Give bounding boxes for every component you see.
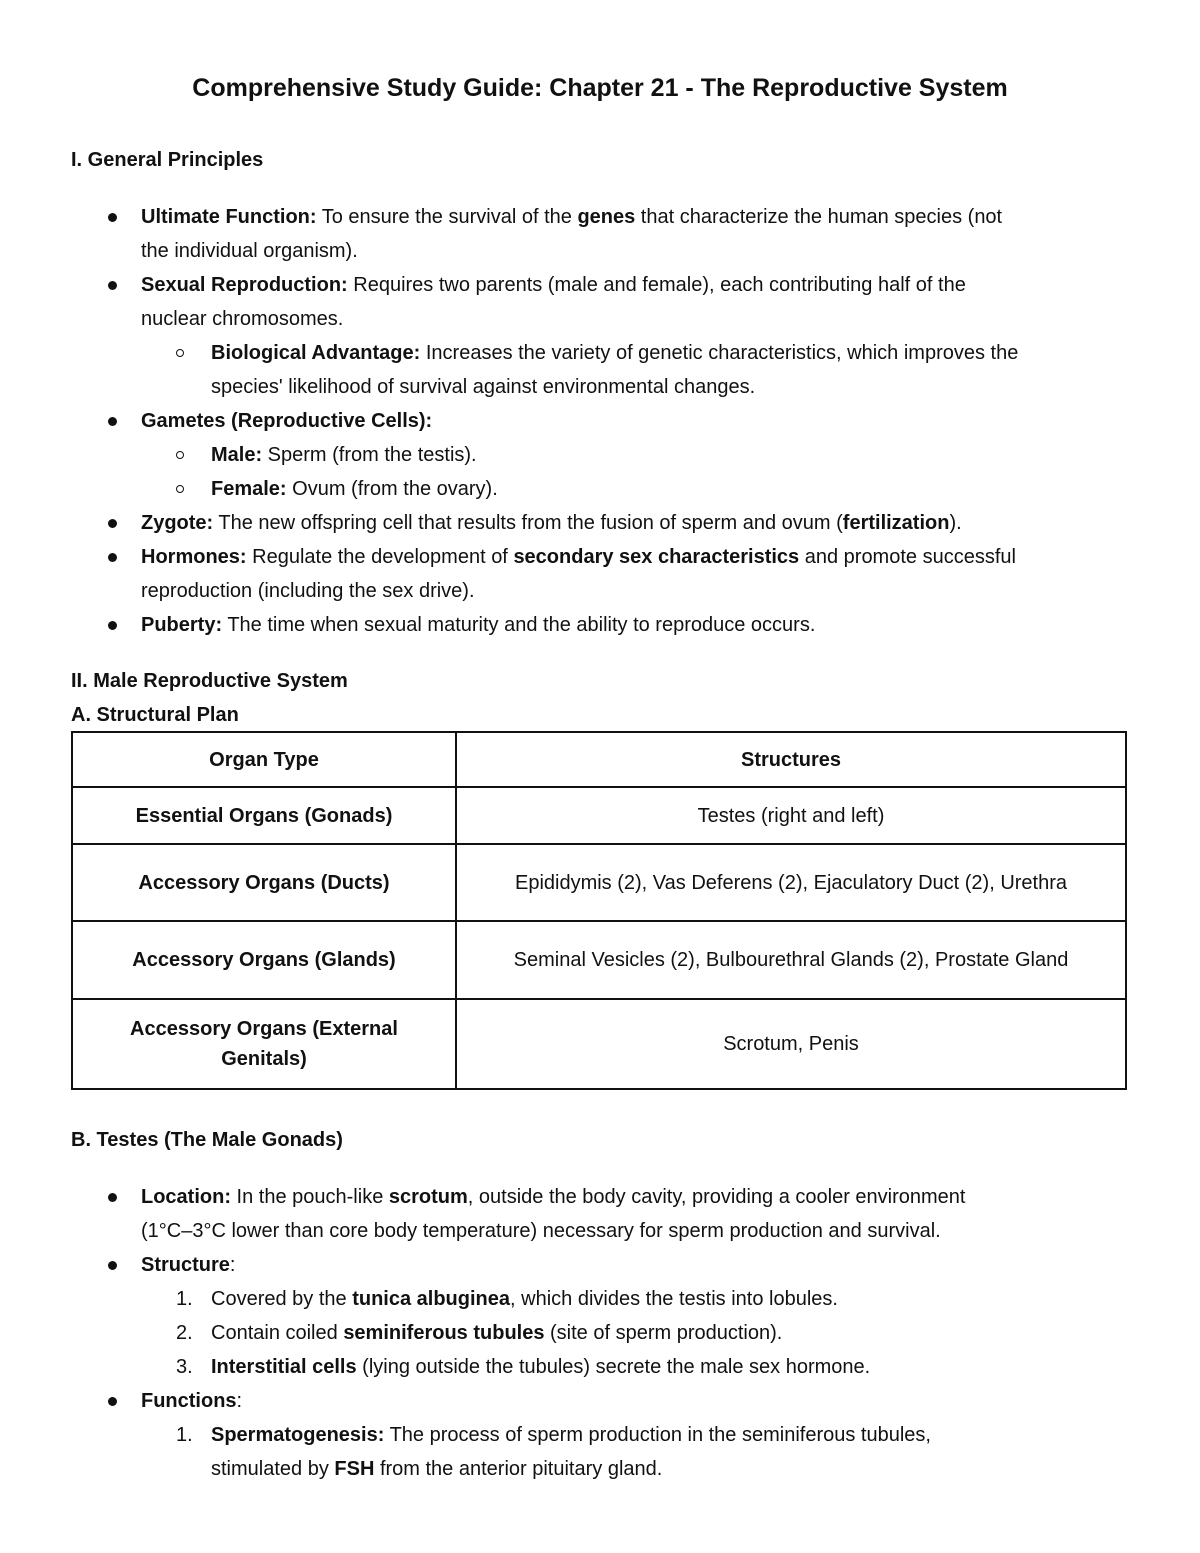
list-item-location [141, 1182, 965, 1212]
emphasis: seminiferous tubules [343, 1322, 545, 1344]
cell-line: Genitals) [221, 1048, 307, 1070]
emphasis: secondary sex characteristics [513, 546, 800, 568]
term: Ultimate Function: [141, 206, 317, 228]
term: Location: [141, 1186, 231, 1208]
numbered-item-spermatogenesis [211, 1420, 931, 1450]
list-item-ultimate-function [141, 202, 1002, 232]
table-cell-organ-type [72, 999, 456, 1089]
list-item-sexual-reproduction [141, 270, 966, 300]
table-row [72, 921, 1126, 999]
table-row [72, 999, 1126, 1089]
cell-line: Accessory Organs (External [130, 1018, 398, 1040]
table-cell-organ-type: Essential Organs (Gonads) [72, 787, 456, 844]
text: : [229, 1254, 236, 1276]
sub-bullet-icon [176, 451, 184, 459]
list-number: 3. [176, 1356, 193, 1378]
sub-item-biological-advantage [211, 338, 1018, 368]
table-cell-structures: Testes (right and left) [456, 787, 1126, 844]
emphasis: fertilization [842, 512, 950, 534]
list-item-continuation: nuclear chromosomes. [141, 308, 344, 330]
text: ). [949, 512, 962, 534]
list-item-gametes [141, 406, 432, 436]
sub-item-male [211, 440, 477, 470]
list-number: 1. [176, 1288, 193, 1310]
table-cell-organ-type: Accessory Organs (Glands) [72, 921, 456, 999]
list-number: 1. [176, 1424, 193, 1446]
text: (lying outside the tubules) secrete the male sex hormone. [356, 1356, 871, 1378]
emphasis: scrotum [388, 1186, 468, 1208]
text: from the anterior pituitary gland. [374, 1458, 663, 1480]
text: Requires two parents (male and female), each contributing half of the [347, 274, 966, 296]
sub-item-continuation: species' likelihood of survival against environmental changes. [211, 376, 756, 398]
text: and promote successful [799, 546, 1016, 568]
subheading-structural-plan: A. Structural Plan [71, 704, 239, 726]
list-number: 2. [176, 1322, 193, 1344]
bullet-icon [108, 417, 117, 426]
list-item-functions [141, 1386, 242, 1416]
text: : [236, 1390, 243, 1412]
column-header: Structures [456, 732, 1126, 787]
emphasis: Interstitial cells [211, 1356, 357, 1378]
table-cell-structures: Seminal Vesicles (2), Bulbourethral Glands (2), Prostate Gland [456, 921, 1126, 999]
text: Covered by the [211, 1288, 353, 1310]
structural-plan-table [71, 731, 1127, 1090]
sub-item-female [211, 474, 498, 504]
bullet-icon [108, 519, 117, 528]
text: To ensure the survival of the [316, 206, 578, 228]
bullet-icon [108, 1193, 117, 1202]
text: Ovum (from the ovary). [286, 478, 498, 500]
column-header: Organ Type [72, 732, 456, 787]
text: that characterize the human species (not [635, 206, 1003, 228]
table-row [72, 844, 1126, 921]
term: Gametes (Reproductive Cells): [141, 410, 433, 432]
bullet-icon [108, 553, 117, 562]
bullet-icon [108, 213, 117, 222]
bullet-icon [108, 281, 117, 290]
numbered-item-tunica [211, 1284, 838, 1314]
text: Regulate the development of [246, 546, 514, 568]
numbered-item-continuation [211, 1454, 662, 1484]
term: Biological Advantage: [211, 342, 421, 364]
table-header-row [72, 732, 1126, 787]
page-title: Comprehensive Study Guide: Chapter 21 - The Reproductive System [192, 74, 1008, 102]
text: , which divides the testis into lobules. [510, 1288, 838, 1310]
numbered-item-seminiferous [211, 1318, 782, 1348]
bullet-icon [108, 621, 117, 630]
bullet-icon [108, 1397, 117, 1406]
list-item-zygote [141, 508, 962, 538]
table-cell-structures: Scrotum, Penis [456, 999, 1126, 1089]
text: Contain coiled [211, 1322, 344, 1344]
text: stimulated by [211, 1458, 335, 1480]
term: Puberty: [141, 614, 223, 636]
emphasis: tunica albuginea [352, 1288, 511, 1310]
table-row [72, 787, 1126, 844]
term: Female: [211, 478, 287, 500]
text: In the pouch-like [231, 1186, 389, 1208]
text: Increases the variety of genetic characteristics, which improves the [420, 342, 1019, 364]
term: Functions [141, 1390, 237, 1412]
table-cell-organ-type: Accessory Organs (Ducts) [72, 844, 456, 921]
term: Hormones: [141, 546, 247, 568]
list-item-structure [141, 1250, 235, 1280]
list-item-hormones [141, 542, 1016, 572]
term: Sexual Reproduction: [141, 274, 348, 296]
emphasis: genes [577, 206, 636, 228]
list-item-continuation: the individual organism). [141, 240, 358, 262]
subheading-testes: B. Testes (The Male Gonads) [71, 1129, 343, 1151]
term: Male: [211, 444, 263, 466]
text: , outside the body cavity, providing a cooler environment [467, 1186, 966, 1208]
list-item-continuation: (1°C–3°C lower than core body temperature) necessary for sperm production and survival. [141, 1220, 941, 1242]
list-item-continuation: reproduction (including the sex drive). [141, 580, 475, 602]
sub-bullet-icon [176, 485, 184, 493]
emphasis: FSH [334, 1458, 375, 1480]
section-heading-male-reproductive-system: II. Male Reproductive System [71, 670, 348, 692]
sub-bullet-icon [176, 349, 184, 357]
text: The time when sexual maturity and the ability to reproduce occurs. [222, 614, 816, 636]
table-cell-structures: Epididymis (2), Vas Deferens (2), Ejaculatory Duct (2), Urethra [456, 844, 1126, 921]
text: (site of sperm production). [544, 1322, 783, 1344]
text: The new offspring cell that results from the fusion of sperm and ovum ( [213, 512, 843, 534]
text: Sperm (from the testis). [262, 444, 477, 466]
numbered-item-interstitial [211, 1352, 870, 1382]
bullet-icon [108, 1261, 117, 1270]
list-item-puberty [141, 610, 815, 640]
term: Structure [141, 1254, 230, 1276]
section-heading-general-principles: I. General Principles [71, 149, 264, 171]
text: The process of sperm production in the seminiferous tubules, [384, 1424, 931, 1446]
term: Spermatogenesis: [211, 1424, 385, 1446]
term: Zygote: [141, 512, 214, 534]
